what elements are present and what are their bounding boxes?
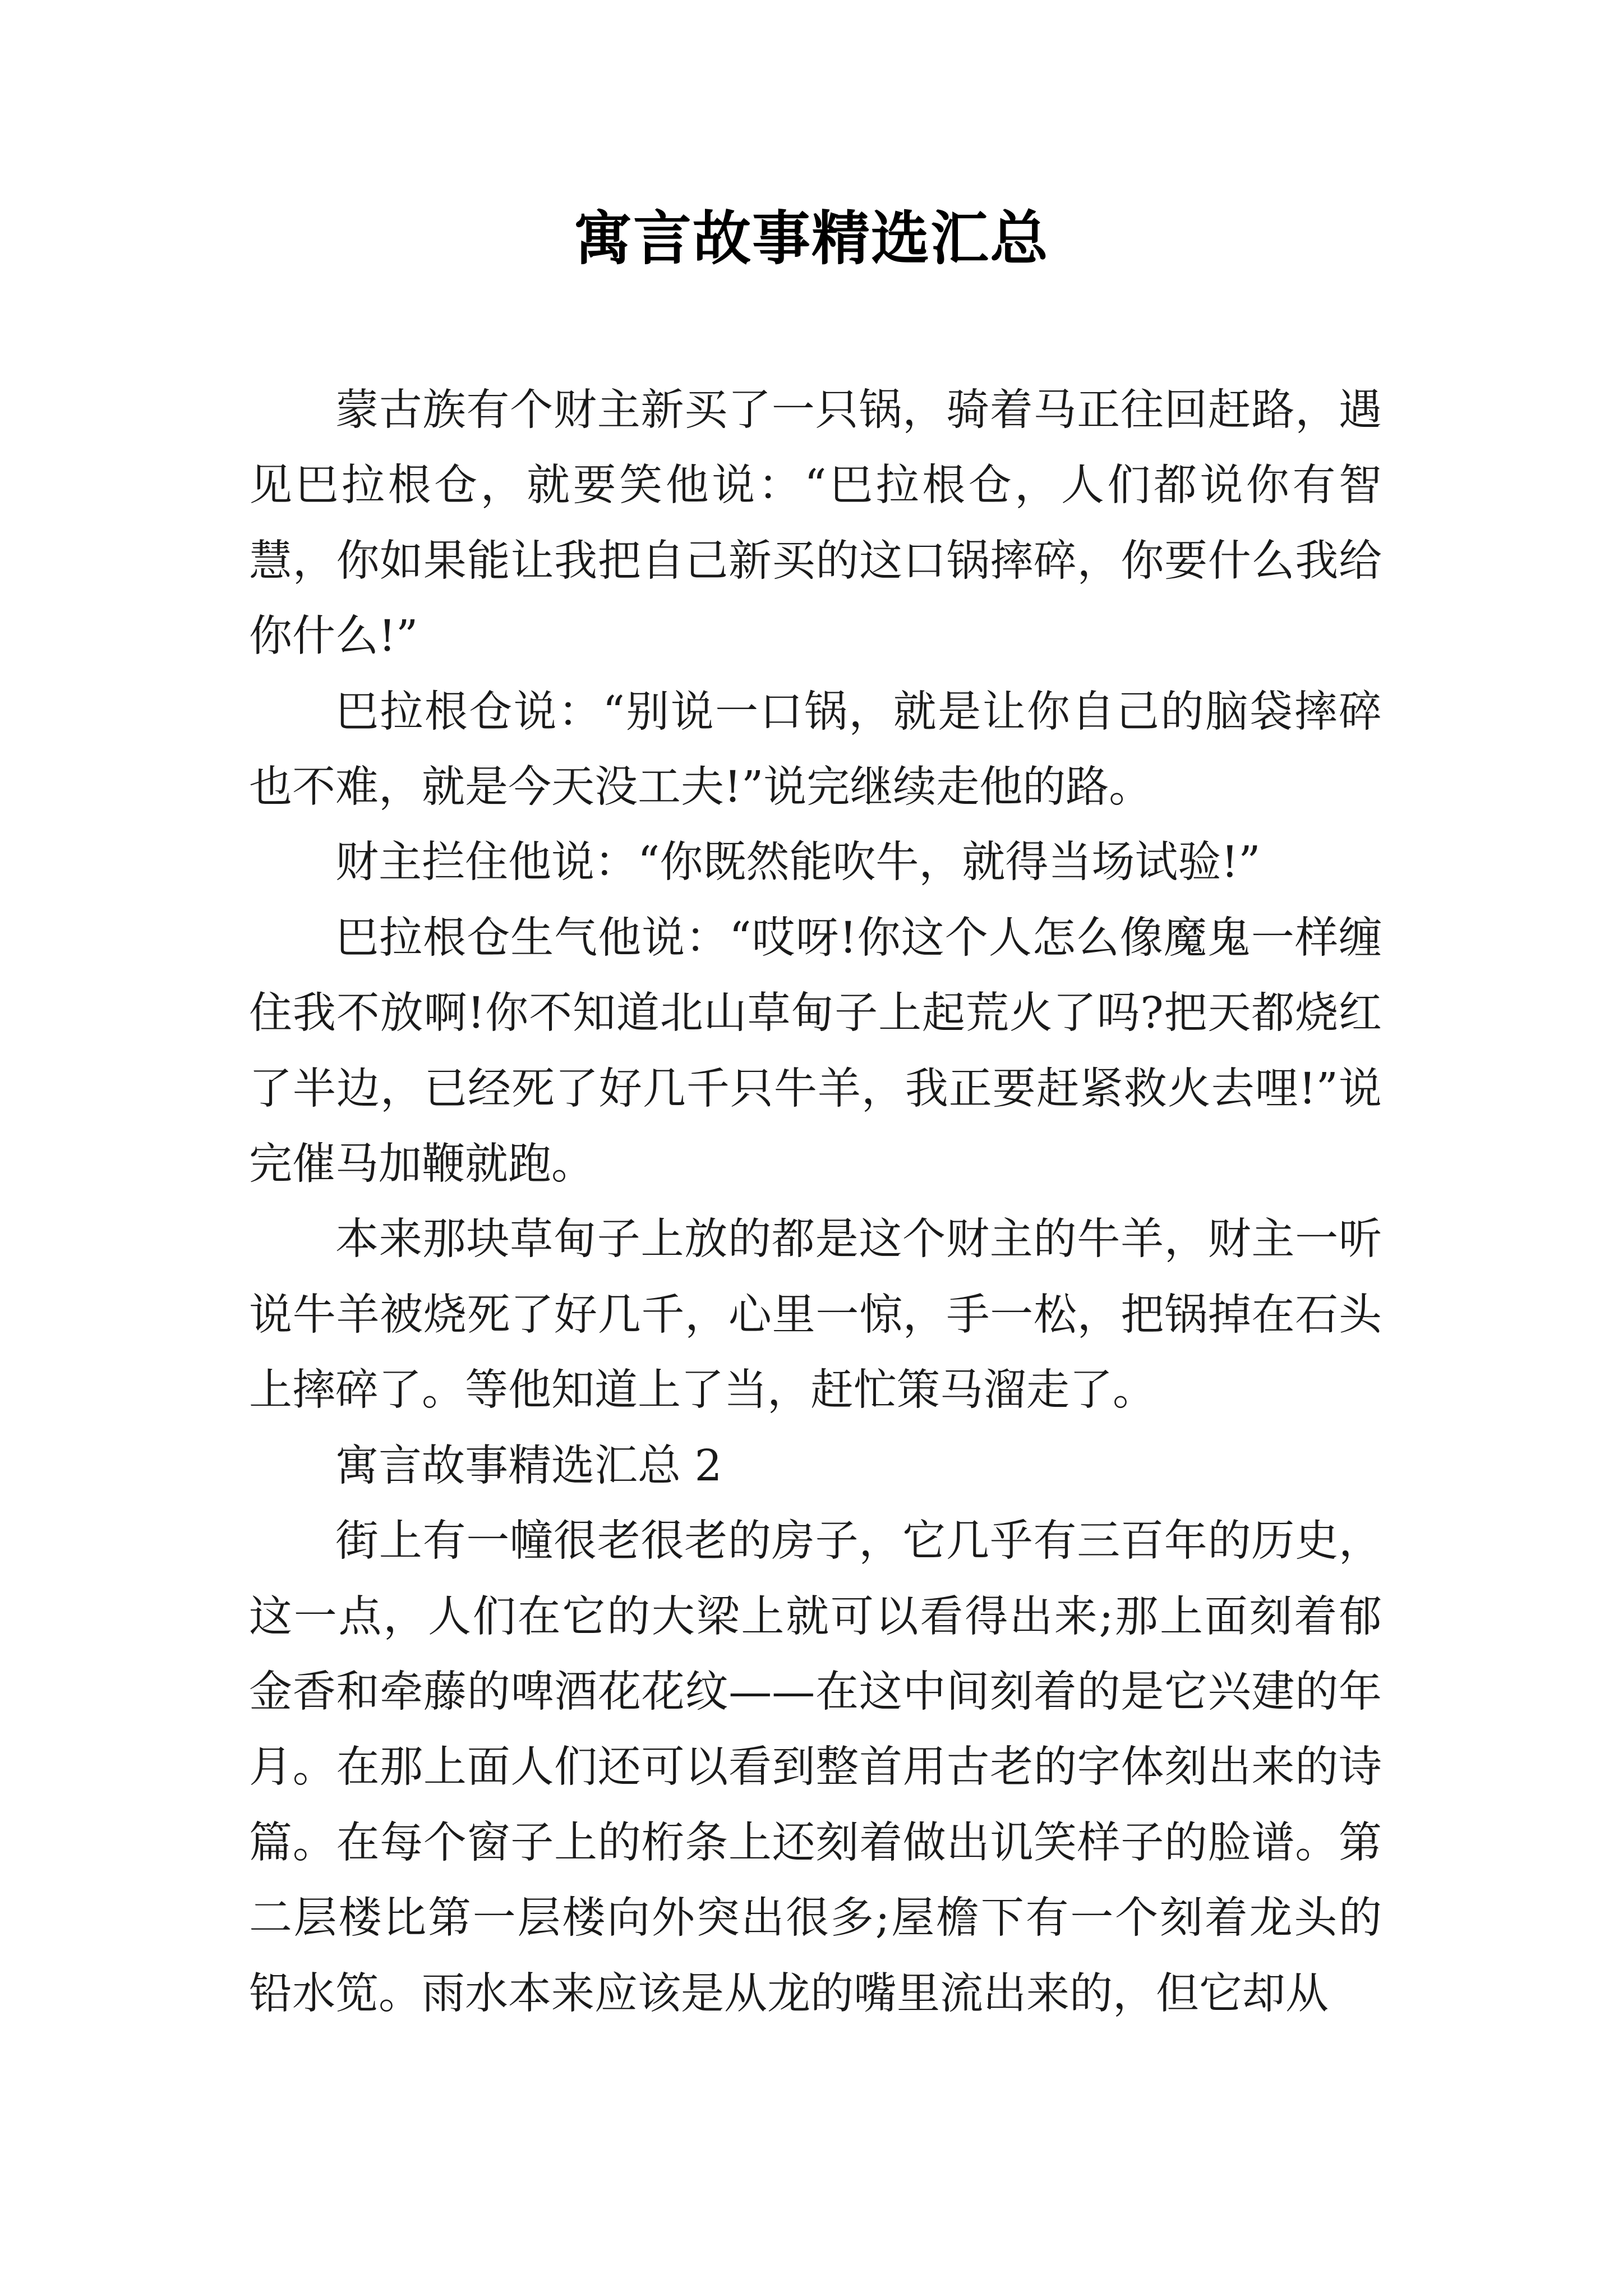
paragraph: 本来那块草甸子上放的都是这个财主的牛羊，财主一听说牛羊被烧死了好几千，心里一惊，手一松，把锅掉在石头上摔碎了。等他知道上了当，赶忙策马溜走了。 — [249, 1214, 1382, 1416]
paragraph: 街上有一幢很老很老的房子，它几乎有三百年的历史，这一点，人们在它的大梁上就可以看得出来;那上面刻着郁金香和牵藤的啤酒花花纹——在这中间刻着的是它兴建的年月。在那上面人们还可以看到整首用古老的字体刻出来的诗篇。在每个窗子上的桁条上还刻着做出讥笑样子的脸谱。第二层楼比第一层楼向外突出很多;屋檐下有一个刻着龙头的铅水笕。雨水本来应该是从龙的嘴里流出来的，但它却从 — [249, 1516, 1382, 2019]
paragraph: 巴拉根仓说：“别说一口锅，就是让你自己的脑袋摔碎也不难，就是今天没工夫!”说完继续走他的路。 — [249, 687, 1382, 813]
paragraph: 财主拦住他说：“你既然能吹牛，就得当场试验!” — [335, 838, 1261, 888]
paragraph: 巴拉根仓生气他说：“哎呀!你这个人怎么像魔鬼一样缠住我不放啊!你不知道北山草甸子上起荒火了吗?把天都烧红了半边，已经死了好几千只牛羊，我正要赶紧救火去哩!”说完催马加鞭就跑。 — [249, 913, 1382, 1190]
paragraph: 蒙古族有个财主新买了一只锅，骑着马正往回赶路，遇见巴拉根仓，就要笑他说：“巴拉根仓，人们都说你有智慧，你如果能让我把自己新买的这口锅摔碎，你要什么我给你什么!” — [249, 385, 1382, 662]
section-heading: 寓言故事精选汇总 2 — [335, 1441, 722, 1491]
page-title: 寓言故事精选汇总 — [573, 204, 1049, 273]
document-body — [249, 373, 1382, 2032]
